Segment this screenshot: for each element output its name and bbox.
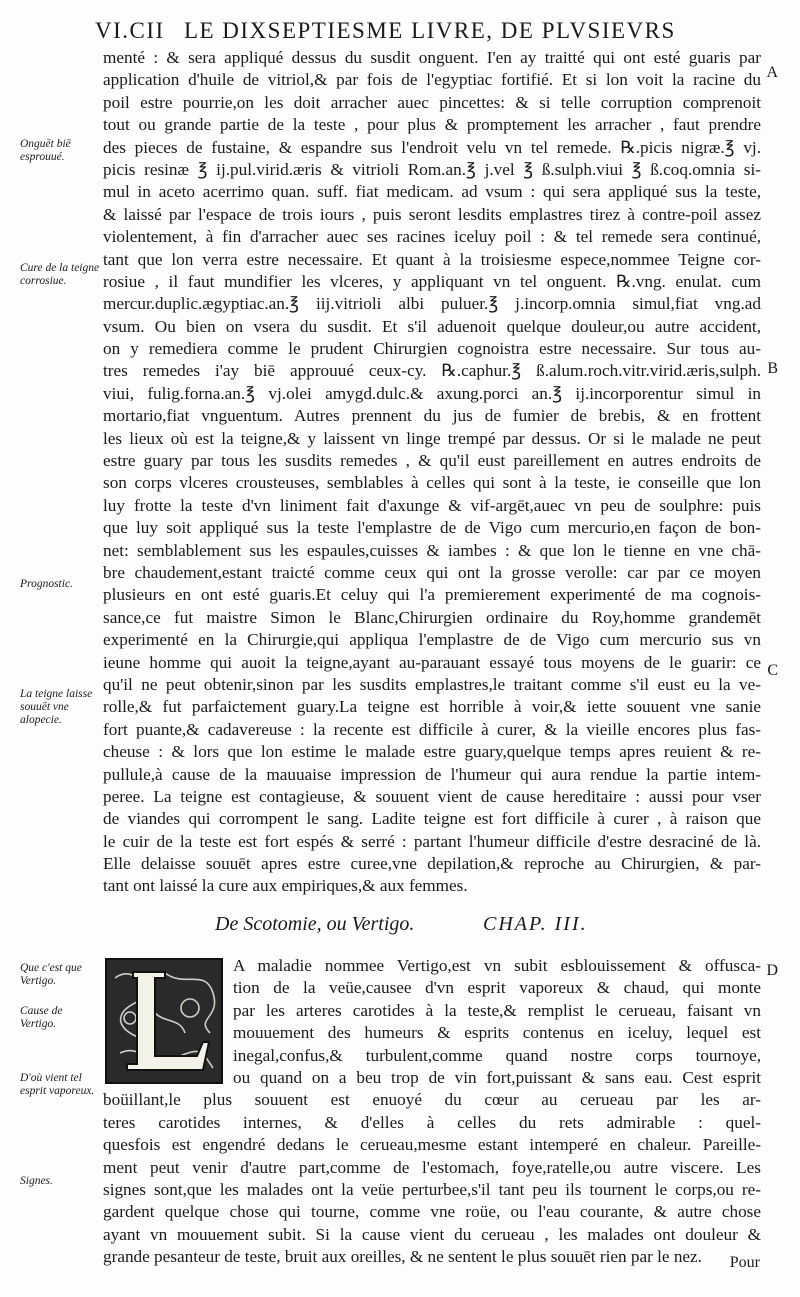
text-line: menté : & sera appliqué dessus du susdit onguent. I'en ay traitté qui ont esté guaris par	[103, 48, 761, 67]
text-line: fort puante,& cadavereuse : la recente est difficile à curer, & la vieille encores plus fas-	[103, 719, 761, 739]
running-title: LE DIXSEPTIESME LIVRE, DE PLVSIEVRS	[183, 18, 676, 43]
text-line: luy frotte la teste d'vn liniment fait d'axunge & vif-argēt,auec vn peu de soulphre: puis	[103, 495, 761, 515]
text-line: plusieurs en ont esté guaris.Et celuy qui l'a premierement experimenté de ma cognois-	[103, 585, 761, 605]
section-letter-a: A	[766, 64, 778, 81]
text-line: mercur.duplic.ægyptiac.an.℥ iij.vitrioli albi puluer.℥ j.incorp.omnia simul,fiat vng.ad	[103, 294, 761, 314]
section-letter-d: D	[766, 962, 778, 979]
text-line: qu'il ne peut obtenir,sinon par les susdits emplastres,le traitant comme s'il eust eu la ve-	[103, 674, 761, 694]
text-line: estre guary par tous les susdits remedes , & qu'il eust pareillement en autres endroits de	[103, 451, 761, 471]
text-line: son corps vlceres crousteuses, semblables à celles qui sont à la teste, ie conseille que lon	[103, 473, 761, 493]
text-line: peree. La teigne est contagieuse, & souuent vient de cause hereditaire : aussi pour vser	[103, 786, 761, 806]
body-text-chapter	[103, 955, 761, 1268]
text-line: teres carotides internes, & d'elles à celles du rets admirable : quel-	[103, 1112, 761, 1132]
text-line: Elle delaisse souuēt apres estre curee,vne depilation,& reproche au Chirurgien, & par-	[103, 854, 761, 874]
margin-note-teigne: La teigne laisse souuēt vne alopecie.	[20, 688, 93, 726]
chapter-heading	[215, 913, 665, 936]
text-line: inegal,confus,& turbulent,comme quand nostre corps tournoye,	[233, 1045, 761, 1065]
chapter-title: De Scotomie, ou Vertigo.	[215, 913, 415, 935]
text-line: quesfois est engendré dedans le cerueau,mesme estant intemperé en chaleur. Pareille-	[103, 1135, 761, 1155]
text-line: poil estre pourrie,on les doit arracher auec pincettes: & si telle corruption comprenoit	[103, 92, 761, 112]
chapter-number: CHAP. III.	[483, 913, 588, 935]
text-line: mul in aceto acerrimo quan. suff. fiat medicam. ad vsum : qui sera appliqué sus la teste,	[103, 182, 761, 202]
margin-note-signes: Signes.	[20, 1175, 53, 1187]
margin-note-onguent: Onguēt biē esprouué.	[20, 138, 71, 163]
text-line: tout ou grande partie de la teste , pour plus & promptement les arracher , faut prendre	[103, 115, 761, 135]
text-line: tant ont laissé la cure aux empiriques,& aux femmes.	[103, 876, 468, 896]
text-line: par les arteres carotides à la teste,& remplist le cerueau, faisant vn	[233, 1000, 761, 1020]
folio-number: VI.CII	[95, 18, 165, 43]
text-line: picis resinæ ℥ ij.pul.virid.æris & vitrioli Rom.an.℥ j.vel ℥ ß.sulph.viui ℥ ß.coq.omnia si-	[103, 159, 761, 179]
text-line: bre chaudement,estant traicté comme ceux qui ont la grosse verolle: car par ce moyen	[103, 562, 761, 582]
text-line: ayant vn mouuement subit. Si la cause vient du cerueau , les malades ont douleur &	[103, 1224, 761, 1244]
body-text-top	[103, 47, 761, 898]
text-line: signes sont,que les malades ont la veüe perturbee,s'il tant peu ils tournent le corps,ou re-	[103, 1179, 761, 1199]
text-line: viui, fulig.forna.an.℥ vj.olei amygd.dulc.& axung.porci an.℥ ij.incorporentur simul in	[103, 383, 761, 403]
text-line: des pieces de fustaine, & espandre sus l'endroit velu vn tel remede. ℞.picis nigræ.℥ vj.	[103, 137, 761, 157]
text-line: cheuse : & lors que lon estime le malade estre guary,quelque temps apres reuient & re-	[103, 742, 761, 762]
text-line: mouuement des humeurs & esprits contenus en iceluy, lequel est	[233, 1023, 761, 1043]
text-line: rolle,& fut parfaictement guary.La teigne est horrible à voir,& iette souuent vne sanie	[103, 697, 761, 717]
section-letter-b: B	[767, 360, 778, 377]
catchword: Pour	[729, 1254, 760, 1271]
text-line: boüillant,le plus souuent est enuoyé du cœur au cerueau par les ar-	[103, 1090, 761, 1110]
text-line: gardent quelque chose qui tourne, comme vne roüe, ou l'eau courante, & autre chose	[103, 1202, 761, 1222]
text-line: pullule,à cause de la mauuaise impression de l'humeur qui aura rendue la partie intem-	[103, 764, 761, 784]
margin-note-cure: Cure de la teigne corrosiue.	[20, 262, 100, 287]
margin-note-cause: Cause de Vertigo.	[20, 1005, 63, 1030]
text-line: tion de la veüe,causee d'vn esprit vaporeux & chaud, qui monte	[233, 978, 761, 998]
text-line: A maladie nommee Vertigo,est vn subit esblouissement & offusca-	[233, 956, 761, 975]
margin-note-dou: D'où vient tel esprit vaporeux.	[20, 1072, 95, 1097]
running-header	[95, 18, 755, 44]
text-line: que luy soit appliqué sus la teste l'emplastre de de Vigo cum mercurio,en façon de bon-	[103, 518, 761, 538]
text-line: mortario,fiat vnguentum. Autres prennent du jus de fumier de brebis, & en frottent	[103, 406, 761, 426]
text-line: de viandes qui corrompent le sang. Ladite teigne est fort difficile à curer , à raison que	[103, 809, 761, 829]
text-line: ment peut venir d'autre part,comme de l'estomach, foye,ratelle,ou autre viscere. Les	[103, 1157, 761, 1177]
section-letter-c: C	[767, 662, 778, 679]
margin-note-quest: Que c'est que Vertigo.	[20, 962, 82, 987]
text-line: violentement, à fin d'arracher auec ses racines iceluy poil : & tel remede sera continué,	[103, 227, 761, 247]
text-line: & laissé par l'espace de trois iours , puis seront lesdits emplastres tirez à contre-poil assez	[103, 204, 761, 224]
text-line: experimenté en la Chirurgie,qui appliqua l'emplastre de de Vigo cum mercurio sus vn	[103, 630, 761, 650]
text-line: tant que lon verra estre necessaire. Et quant à la troisiesme espece,nommee Teigne cor-	[103, 249, 761, 269]
text-line: rosiue , il faut mundifier les vlceres, y appliquant vn tel onguent. ℞.vng. enulat. cum	[103, 271, 761, 291]
text-line: sance,ce fut maistre Simon le Blanc,Chirurgien ordinaire du Roy,homme grandemēt	[103, 607, 761, 627]
text-line: vsum. Ou bien on vsera du susdit. Et s'il aduenoit quelque douleur,ou autre accident,	[103, 316, 761, 336]
text-line: grande pesanteur de teste, bruit aux oreilles, & ne sentent le plus souuēt rien par le nez.	[103, 1247, 702, 1267]
text-line: le cuir de la teste est fort espés & serré : partant l'humeur difficile d'estre desraciné de là.	[103, 831, 761, 851]
text-line: tres remedes i'ay biē approuué ceux-cy. ℞.caphur.℥ ß.alum.roch.vitr.virid.æris,sulph.	[103, 361, 761, 381]
margin-note-prognostic: Prognostic.	[20, 578, 73, 590]
text-line: ieune homme qui auoit la teigne,ayant au-parauant essayé tous moyens de le guarir: ce	[103, 652, 761, 672]
text-line: net: semblablement sus les espaules,cuisses & iambes : & que lon le tienne en vne chā-	[103, 540, 761, 560]
text-line: ou quand on a beu trop de vin fort,puissant & sans eau. Cest esprit	[233, 1067, 761, 1087]
text-line: application d'huile de vitriol,& par fois de l'egyptiac fortifié. Et si lon voit la racine du	[103, 70, 761, 90]
text-line: on y remediera comme le prudent Chirurgien cognoistra estre necessaire. Sur tous au-	[103, 339, 761, 359]
text-line: les lieux où est la teigne,& y laissent vn linge trempé par dessus. Or si le malade ne peut	[103, 428, 761, 448]
